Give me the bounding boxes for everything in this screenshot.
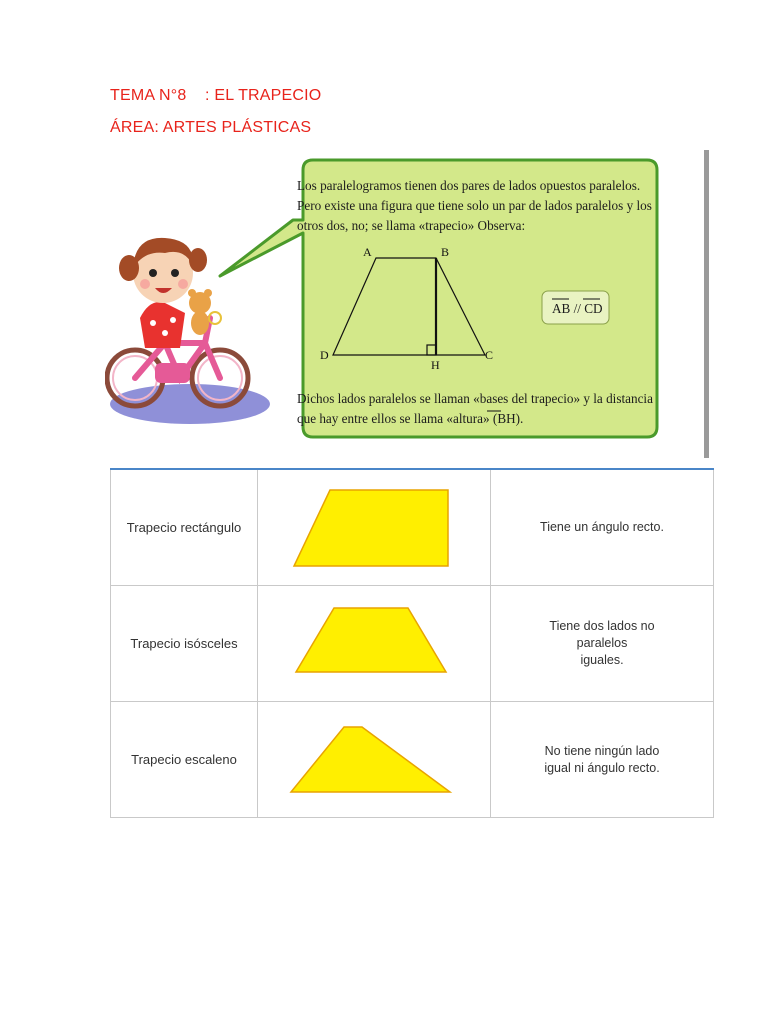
bubble-footer-line-2 [297, 411, 523, 426]
shape-cell [258, 586, 491, 702]
type-name: Trapecio isósceles [111, 586, 258, 702]
vertex-h-label: H [431, 358, 440, 372]
topic-heading: TEMA N°8 : EL TRAPECIO [110, 87, 322, 104]
type-name: Trapecio escaleno [111, 702, 258, 818]
type-description [491, 586, 714, 702]
table-row [111, 586, 714, 702]
description-text: No tiene ningún lado igual ni ángulo recto. [544, 743, 660, 775]
trapezoid-types-table [110, 468, 714, 818]
page-edge-bar [704, 150, 709, 458]
parallel-notation: AB // CD [552, 301, 603, 316]
area-heading: ÁREA: ARTES PLÁSTICAS [110, 119, 312, 136]
isosceles-trapezoid-shape [258, 586, 490, 696]
table-row [111, 702, 714, 818]
vertex-b-label: B [441, 245, 450, 259]
girl-on-bicycle-image [107, 238, 270, 424]
footer-line-2-suffix: ). [515, 411, 524, 426]
right-trapezoid-shape [258, 470, 490, 580]
vertex-c-label: C [485, 348, 494, 362]
description-text: Tiene dos lados no paralelos iguales. [549, 619, 655, 667]
vertex-a-label: A [363, 245, 372, 259]
bubble-line-3: otros dos, no; se llama «trapecio» Observa: [297, 218, 526, 233]
footer-line-2-prefix: que hay entre ellos se llama «altura» ( [297, 411, 498, 426]
type-name: Trapecio rectángulo [111, 469, 258, 586]
altura-notation: BH [497, 411, 516, 426]
bubble-footer-line-1: Dichos lados paralelos se llaman «bases del trapecio» y la distancia [297, 391, 653, 406]
table-row [111, 469, 714, 586]
description-text: Tiene un ángulo recto. [540, 520, 664, 535]
scalene-trapezoid-shape [258, 702, 490, 812]
type-description [491, 469, 714, 586]
trapezoid-explanation-illustration [105, 148, 720, 458]
bubble-line-1: Los paralelogramos tienen dos pares de lados opuestos paralelos. [297, 178, 641, 193]
bubble-line-2: Pero existe una figura que tiene solo un par de lados paralelos y los [297, 198, 652, 213]
type-description [491, 702, 714, 818]
vertex-d-label: D [320, 348, 329, 362]
shape-cell [258, 469, 491, 586]
shape-cell [258, 702, 491, 818]
